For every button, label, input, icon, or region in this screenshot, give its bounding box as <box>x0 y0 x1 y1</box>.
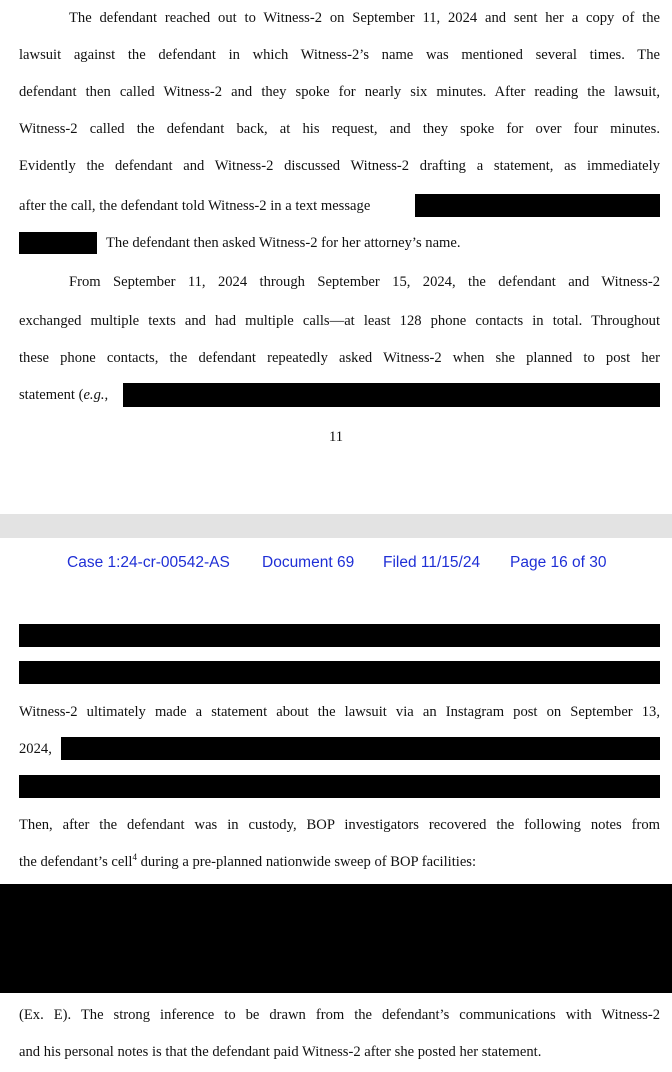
text-line: and his personal notes is that the defendant paid Witness-2 after she posted her statement. <box>19 1044 542 1060</box>
redaction-block <box>19 661 660 684</box>
text-line: (Ex. E). The strong inference to be drawn from the defendant’s communications with Witness-2 <box>19 1007 660 1023</box>
case-number: Case 1:24-cr-00542-AS <box>67 554 230 571</box>
page-indicator: Page 16 of 30 <box>510 554 607 571</box>
text-line: lawsuit against the defendant in which Witness-2’s name was mentioned several times. The <box>19 47 660 63</box>
page-number: 11 <box>328 429 344 445</box>
text-line: after the call, the defendant told Witness-2 in a text message <box>19 198 371 214</box>
text-line: From September 11, 2024 through September 15, 2024, the defendant and Witness-2 <box>69 274 660 290</box>
text-fragment: the defendant’s cell <box>19 854 133 870</box>
text-line: Evidently the defendant and Witness-2 discussed Witness-2 drafting a statement, as immediately <box>19 158 660 174</box>
page-separator <box>0 514 672 538</box>
redaction-block <box>19 624 660 647</box>
text-line: The defendant reached out to Witness-2 on September 11, 2024 and sent her a copy of the <box>69 10 660 26</box>
text-line: Witness-2 ultimately made a statement about the lawsuit via an Instagram post on September 13, <box>19 704 660 720</box>
text-fragment-italic: e.g., <box>83 387 109 403</box>
redaction-block <box>415 194 660 217</box>
text-line: defendant then called Witness-2 and they spoke for nearly six minutes. After reading the lawsuit, <box>19 84 660 100</box>
redaction-block <box>19 775 660 798</box>
text-fragment: statement ( <box>19 387 84 403</box>
redaction-block <box>19 232 97 254</box>
ecf-header <box>0 554 672 574</box>
filed-date: Filed 11/15/24 <box>383 554 481 571</box>
redacted-image-block <box>0 884 672 993</box>
text-line: The defendant then asked Witness-2 for her attorney’s name. <box>106 235 461 251</box>
redaction-block <box>123 383 660 407</box>
text-fragment: during a pre-planned nationwide sweep of BOP facilities: <box>136 854 477 870</box>
text-line: 2024, <box>19 741 52 757</box>
text-line: Then, after the defendant was in custody, BOP investigators recovered the following notes from <box>19 817 660 833</box>
document-number: Document 69 <box>262 554 355 571</box>
text-line: these phone contacts, the defendant repeatedly asked Witness-2 when she planned to post her <box>19 350 660 366</box>
text-line: Witness-2 called the defendant back, at his request, and they spoke for over four minutes. <box>19 121 660 137</box>
redaction-block <box>61 737 660 760</box>
text-line <box>19 853 660 871</box>
footnote-reference[interactable]: 4 <box>132 852 137 863</box>
document-page-top <box>0 0 672 514</box>
text-line: exchanged multiple texts and had multiple calls—at least 128 phone contacts in total. Throughout <box>19 313 660 329</box>
